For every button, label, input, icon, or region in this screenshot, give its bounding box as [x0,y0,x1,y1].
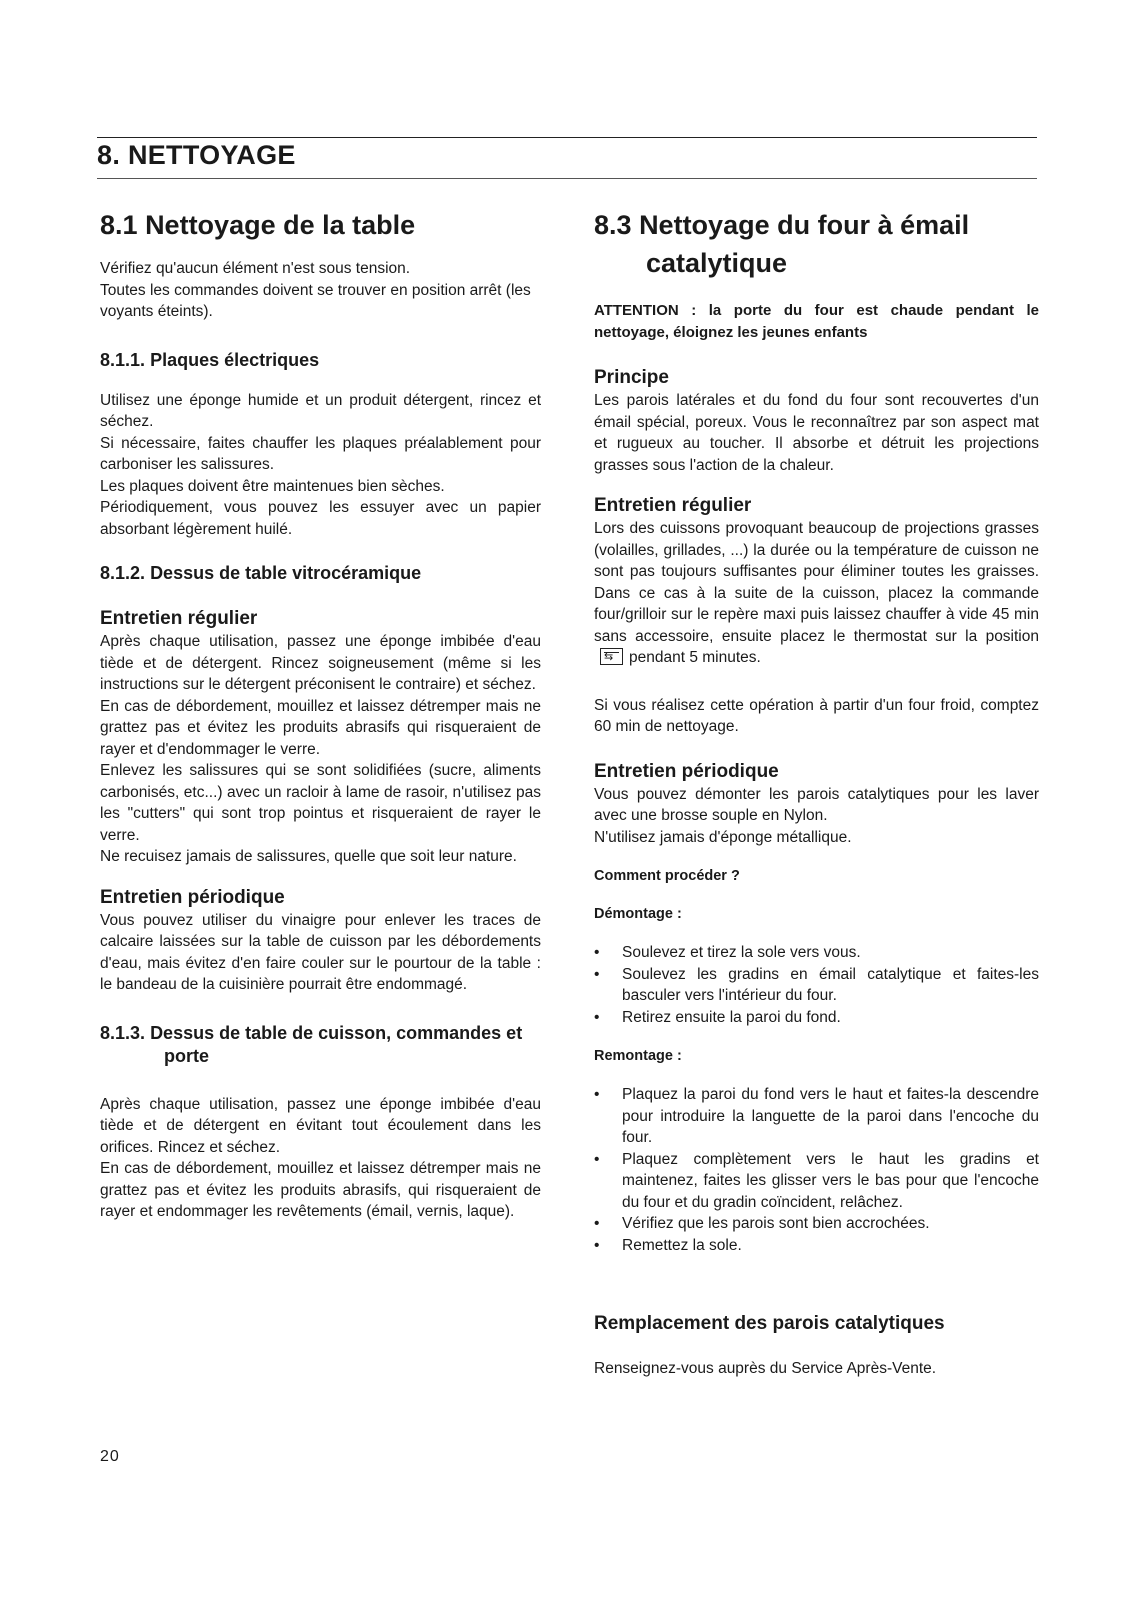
page-number: 20 [100,1448,120,1465]
how-to-heading: Comment procéder ? [594,868,740,884]
body-text-part: pendant 5 minutes. [629,649,761,666]
subsection-8-1-2-heading [100,562,541,585]
remount-steps [594,1084,1039,1256]
replacement-heading: Remplacement des parois catalytiques [594,1313,945,1334]
list-item: • Remettez la sole. [594,1235,1039,1257]
body-text: Renseignez-vous auprès du Service Après-Vente. [594,1360,937,1377]
list-item: • Retirez ensuite la paroi du fond. [594,1007,1039,1029]
body-text: N'utilisez jamais d'éponge métallique. [594,828,852,846]
body-text: Vous pouvez utiliser du vinaigre pour enlever les traces de calcaire laissées sur la table de cuisson par les débordements d'eau, mais évitez d'en faire couler sur le pourtour de la table : le bandeau de la cuisinière pourrait être endommagé. [100,911,541,993]
principle-heading: Principe [594,367,669,388]
section-8-1-heading [100,206,541,244]
periodic-maintenance-heading: Entretien périodique [594,760,779,782]
subsection-number: 8.1.1. [100,349,146,370]
warning-text: ATTENTION : la porte du four est chaude pendant le nettoyage, éloignez les jeunes enfants [594,302,1039,341]
section-8-3-heading [594,206,1039,282]
dismount-steps [594,942,1039,1028]
left-column [100,206,541,1223]
subsection-8-1-1-heading [100,349,541,372]
body-text: Vous pouvez démonter les parois catalytiques pour les laver avec une brosse souple en Nylon. [594,785,1039,824]
subsection-8-1-3-heading [100,1022,541,1068]
body-text: Après chaque utilisation, passez une éponge imbibée d'eau tiède et de détergent. Rincez soigneusement (même si les instructions sur le détergent préconisent le contraire) et séchez. [100,633,541,693]
right-column [594,206,1039,1380]
list-item: • Plaquez la paroi du fond vers le haut et faites-la descendre pour introduire la languette de la paroi dans l'encoche du four. [594,1084,1039,1149]
chapter-number: 8. [97,140,121,170]
chapter-title: NETTOYAGE [127,140,296,170]
subsection-number: 8.1.3. [100,1022,146,1043]
remount-heading: Remontage : [594,1048,682,1064]
list-item: • Vérifiez que les parois sont bien accrochées. [594,1213,1039,1235]
body-text: Si nécessaire, faites chauffer les plaques préalablement pour carboniser les salissures. [100,434,541,473]
section-title: Nettoyage de la table [145,210,416,240]
body-text: Périodiquement, vous pouvez les essuyer avec un papier absorbant légèrement huilé. [100,499,541,538]
section-title: Nettoyage du four à émail catalytique [639,210,970,278]
body-text: Utilisez une éponge humide et un produit détergent, rincez et séchez. [100,391,541,430]
body-text [594,518,1039,669]
body-text: Les parois latérales et du fond du four sont recouvertes d'un émail spécial, poreux. Vous le reconnaîtrez par son aspect mat et rugueux au toucher. Il absorbe et détruit les projections grasses sous l'action de la chaleur. [594,392,1039,474]
body-text: Enlevez les salissures qui se sont solidifiées (sucre, aliments carbonisés, etc...) avec un racloir à lame de rasoir, n'utilisez pas les "cutters" qui sont trop pointus et risqueraient de rayer le verre. [100,762,541,844]
section-number: 8.3 [594,210,632,240]
body-text: Les plaques doivent être maintenues bien sèches. [100,477,445,495]
periodic-maintenance-heading: Entretien périodique [100,886,285,908]
section-number: 8.1 [100,210,138,240]
chapter-bottom-rule [97,178,1037,179]
body-text: En cas de débordement, mouillez et laissez détremper mais ne grattez pas et évitez les produits abrasifs, qui risqueraient de rayer et endommager les revêtements (émail, vernis, laque). [100,1160,541,1220]
chapter-heading [97,140,296,171]
body-text: Après chaque utilisation, passez une éponge imbibée d'eau tiède et de détergent en évitant tout écoulement dans les orifices. Rincez et séchez. [100,1095,541,1156]
subsection-title: Dessus de table vitrocéramique [150,563,422,583]
body-text: Si vous réalisez cette opération à partir d'un four froid, comptez 60 min de nettoyage. [594,696,1039,735]
list-item: • Soulevez les gradins en émail catalytique et faites-les basculer vers l'intérieur du four. [594,964,1039,1007]
regular-maintenance-heading: Entretien régulier [594,495,752,516]
list-item: • Soulevez et tirez la sole vers vous. [594,942,1039,964]
intro-text: Vérifiez qu'aucun élément n'est sous tension. [100,260,411,277]
intro-text: Toutes les commandes doivent se trouver en position arrêt (les voyants éteints). [100,281,531,320]
dismount-heading: Démontage : [594,906,682,922]
body-text: En cas de débordement, mouillez et laissez détremper mais ne grattez pas et évitez les produits abrasifs qui risqueraient de rayer et d'endommager le verre. [100,697,541,758]
subsection-number: 8.1.2. [100,563,146,583]
chapter-top-rule [97,137,1037,138]
subsection-title: Dessus de table de cuisson, commandes et porte [150,1022,523,1066]
list-item: • Plaquez complètement vers le haut les gradins et maintenez, faites les glisser vers le bas pour que l'encoche du four et du gradin coïncident, relâchez. [594,1149,1039,1214]
regular-maintenance-heading: Entretien régulier [100,608,258,629]
body-text-part: Lors des cuissons provoquant beaucoup de projections grasses (volailles, grillades, ...) la durée ou la température de cuisson ne sont pas toujours suffisantes pour éliminer toutes les graisses. Dans ce cas à la suite de la cuisson, placez la commande four/grilloir sur le repère maxi puis laissez chauffer à vide 45 min sans accessoire, ensuite placez le thermostat sur la position [594,520,1039,645]
fan-heat-symbol-icon [600,648,623,665]
subsection-title: Plaques électriques [150,349,320,370]
body-text: Ne recuisez jamais de salissures, quelle que soit leur nature. [100,848,517,865]
